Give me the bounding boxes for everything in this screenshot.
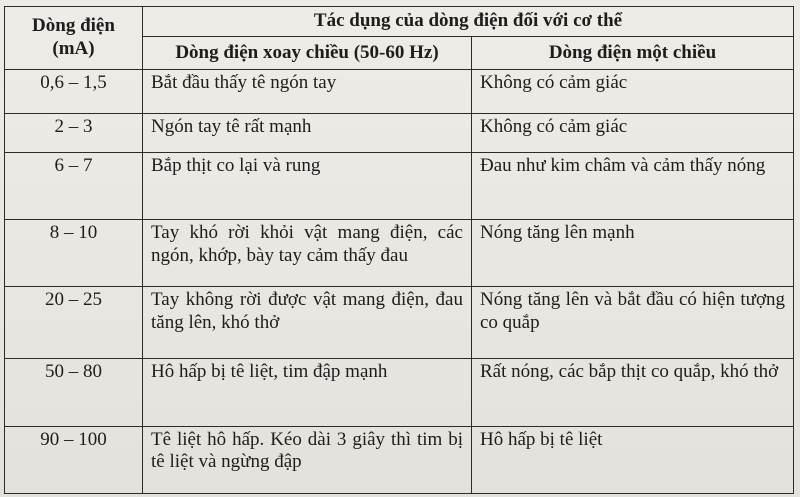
header-effect-title: Tác dụng của dòng điện đối với cơ thể: [143, 7, 794, 37]
table-row: [5, 426, 794, 493]
dc-effect-cell: Hô hấp bị tê liệt: [472, 426, 794, 493]
dc-effect-cell: Đau như kim châm và cảm thấy nóng: [472, 152, 794, 219]
header-dc: Dòng điện một chiều: [472, 37, 794, 70]
ac-effect-cell: Bắt đầu thấy tê ngón tay: [143, 70, 472, 113]
current-range-cell: 0,6 – 1,5: [5, 70, 143, 113]
current-range-cell: 2 – 3: [5, 113, 143, 152]
current-range-cell: 90 – 100: [5, 426, 143, 493]
dc-effect-cell: Nóng tăng lên mạnh: [472, 220, 794, 287]
ac-effect-cell: Tay khó rời khỏi vật mang điện, các ngón, khớp, bày tay cảm thấy đau: [143, 220, 472, 287]
table-row: [5, 113, 794, 152]
header-current-line1: Dòng điện: [32, 15, 115, 37]
electric-current-effects-table: [4, 6, 794, 494]
table-row: [5, 220, 794, 287]
header-current-line2: (mA): [52, 38, 95, 60]
table-row: [5, 287, 794, 359]
current-range-cell: 20 – 25: [5, 287, 143, 359]
ac-effect-cell: Ngón tay tê rất mạnh: [143, 113, 472, 152]
table-row: [5, 70, 794, 113]
ac-effect-cell: Hô hấp bị tê liệt, tim đập mạnh: [143, 359, 472, 426]
header-current: [5, 7, 143, 70]
current-range-cell: 8 – 10: [5, 220, 143, 287]
ac-effect-cell: Tay không rời được vật mang điện, đau tăng lên, khó thở: [143, 287, 472, 359]
table-row: [5, 152, 794, 219]
dc-effect-cell: Rất nóng, các bắp thịt co quắp, khó thở: [472, 359, 794, 426]
current-range-cell: 50 – 80: [5, 359, 143, 426]
header-ac: Dòng điện xoay chiều (50-60 Hz): [143, 37, 472, 70]
current-range-cell: 6 – 7: [5, 152, 143, 219]
dc-effect-cell: Nóng tăng lên và bắt đầu có hiện tượng co quắp: [472, 287, 794, 359]
ac-effect-cell: Bắp thịt co lại và rung: [143, 152, 472, 219]
ac-effect-cell: Tê liệt hô hấp. Kéo dài 3 giây thì tim bị tê liệt và ngừng đập: [143, 426, 472, 493]
table-row: [5, 359, 794, 426]
dc-effect-cell: Không có cảm giác: [472, 113, 794, 152]
dc-effect-cell: Không có cảm giác: [472, 70, 794, 113]
